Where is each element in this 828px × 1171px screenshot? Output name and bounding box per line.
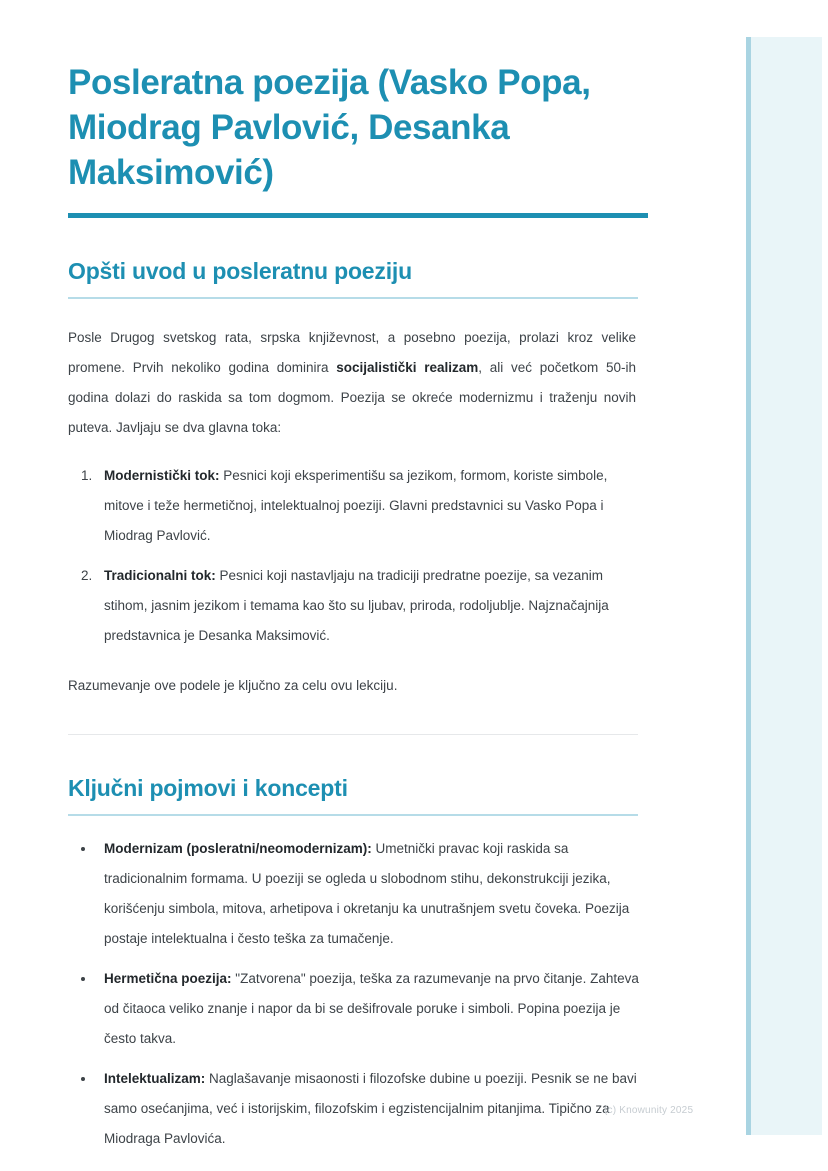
intro-bold-term: socijalistički realizam: [336, 360, 479, 375]
title-divider-rule: [68, 213, 648, 218]
section-heading: Ključni pojmovi i koncepti: [68, 775, 348, 801]
vertical-scrollbar[interactable]: [746, 37, 751, 1135]
section-heading-rule: [68, 297, 638, 299]
section-opsti-uvod: [68, 256, 638, 701]
list-item: [96, 1064, 640, 1154]
key-concepts-list: [68, 834, 638, 1154]
list-item-term: Intelektualizam:: [104, 1071, 206, 1086]
list-item-text: Pesnici koji nastavljaju na tradiciji predratne poezije, sa vezanim stihom, jasnim jezikom i temama kao što su ljubav, priroda, rodoljublje. Najznačajnija predstavnica je Desanka Maksimović.: [104, 568, 609, 643]
list-item-text: Naglašavanje misaonosti i filozofske dubine u poeziji. Pesnik se ne bavi samo osećanjima, već i istorijskim, filozofskim i egzistencijalnim pitanjima. Tipično za Miodraga Pavlovića.: [104, 1071, 637, 1146]
list-item-term: Hermetična poezija:: [104, 971, 232, 986]
list-item: [96, 461, 640, 551]
list-item: [96, 834, 640, 954]
section-heading: Opšti uvod u posleratnu poeziju: [68, 258, 412, 284]
list-item-term: Modernistički tok:: [104, 468, 220, 483]
section-kljucni-pojmovi: [68, 773, 638, 1154]
document-content: [68, 60, 638, 1164]
list-item-text: "Zatvorena" poezija, teška za razumevanje na prvo čitanje. Zahteva od čitaoca veliko znanje i napor da bi se dešifrovale poruke i simboli. Popina poezija je često takva.: [104, 971, 639, 1046]
closing-paragraph: Razumevanje ove podele je ključno za celu ovu lekciju.: [68, 678, 398, 693]
poetry-streams-list: [68, 461, 638, 651]
section-divider: [68, 734, 638, 735]
list-item: [96, 561, 640, 651]
page-title: Posleratna poezija (Vasko Popa, Miodrag Pavlović, Desanka Maksimović): [68, 63, 591, 192]
intro-text-part1: Posle Drugog svetskog rata, srpska književnost, a posebno poezija, prolazi kroz velike promene. Prvih nekoliko godina dominira: [68, 330, 636, 375]
intro-paragraph: [68, 323, 636, 443]
list-item-text: Umetnički pravac koji raskida sa tradicionalnim formama. U poeziji se ogleda u slobodnom stihu, dekonstrukciji jezika, korišćenju simbola, mitova, arhetipova i okretanju ka unutrašnjem svetu čoveka. Poezija postaje intelektualna i često teška za tumačenje.: [104, 841, 630, 946]
list-item-term: Modernizam (posleratni/neomodernizam):: [104, 841, 372, 856]
list-item: [96, 964, 640, 1054]
intro-text-part2: , ali već početkom 50-ih godina dolazi do raskida sa tom dogmom. Poezija se okreće modernizmu i traženju novih puteva. Javljaju se dva glavna toka:: [68, 360, 636, 435]
list-item-text: Pesnici koji eksperimentišu sa jezikom, formom, koriste simbole, mitove i teže hermetičnoj, intelektualnoj poeziji. Glavni predstavnici su Vasko Popa i Miodrag Pavlović.: [104, 468, 608, 543]
section-heading-rule: [68, 814, 638, 816]
footer-watermark: (c) Knowunity 2025: [604, 1105, 694, 1116]
side-panel: [746, 37, 822, 1135]
list-item-term: Tradicionalni tok:: [104, 568, 216, 583]
